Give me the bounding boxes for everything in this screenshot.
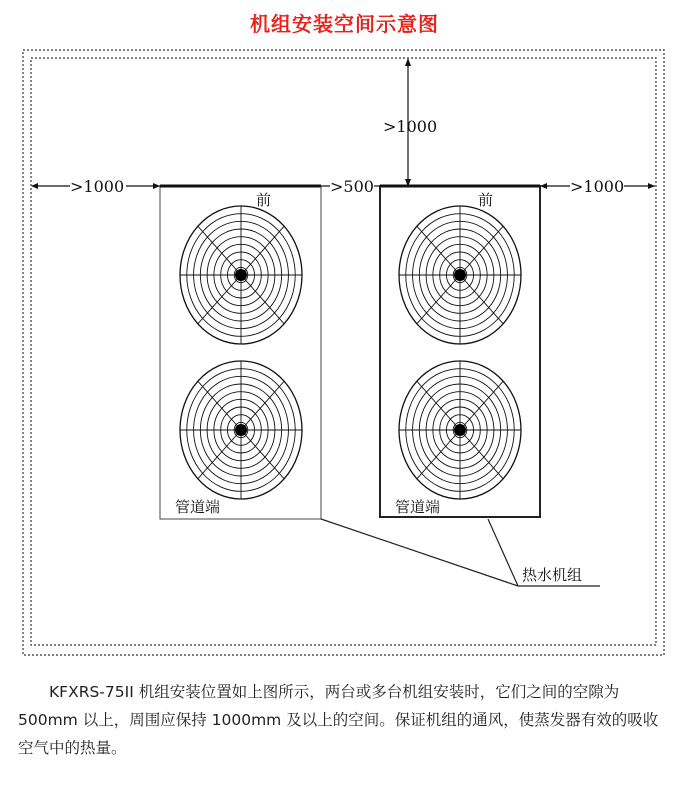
right-clearance-dimension xyxy=(540,177,655,196)
unit-right-front-label: 前 xyxy=(478,191,494,209)
installation-space-diagram xyxy=(0,40,689,670)
heat-pump-unit-left xyxy=(160,186,321,519)
fan-icon xyxy=(180,206,302,344)
outer-boundary xyxy=(23,50,664,655)
fan-icon xyxy=(399,206,521,344)
unit-callout xyxy=(321,519,600,586)
unit-left-front-label: 前 xyxy=(256,191,272,209)
unit-left-pipe-label: 管道端 xyxy=(175,498,221,516)
fan-icon xyxy=(180,361,302,499)
left-clearance-label: >1000 xyxy=(70,177,125,196)
inner-boundary xyxy=(31,58,656,645)
page-title: 机组安装空间示意图 xyxy=(250,12,439,36)
between-clearance-label: >500 xyxy=(330,177,374,196)
right-clearance-label: >1000 xyxy=(570,177,625,196)
left-clearance-dimension xyxy=(31,177,160,196)
callout-label: 热水机组 xyxy=(522,566,583,584)
between-clearance-dimension xyxy=(321,177,381,196)
unit-right-pipe-label: 管道端 xyxy=(395,498,441,516)
top-clearance-label: >1000 xyxy=(383,117,438,136)
heat-pump-unit-right xyxy=(380,186,540,517)
top-clearance-dimension xyxy=(383,58,437,187)
description-paragraph: KFXRS-75II 机组安装位置如上图所示，两台或多台机组安装时，它们之间的空隙为500mm 以上，周围应保持 1000mm 及以上的空间。保证机组的通风，使蒸发器有效的吸收空气中的热量。 xyxy=(18,683,659,757)
fan-icon xyxy=(399,361,521,499)
